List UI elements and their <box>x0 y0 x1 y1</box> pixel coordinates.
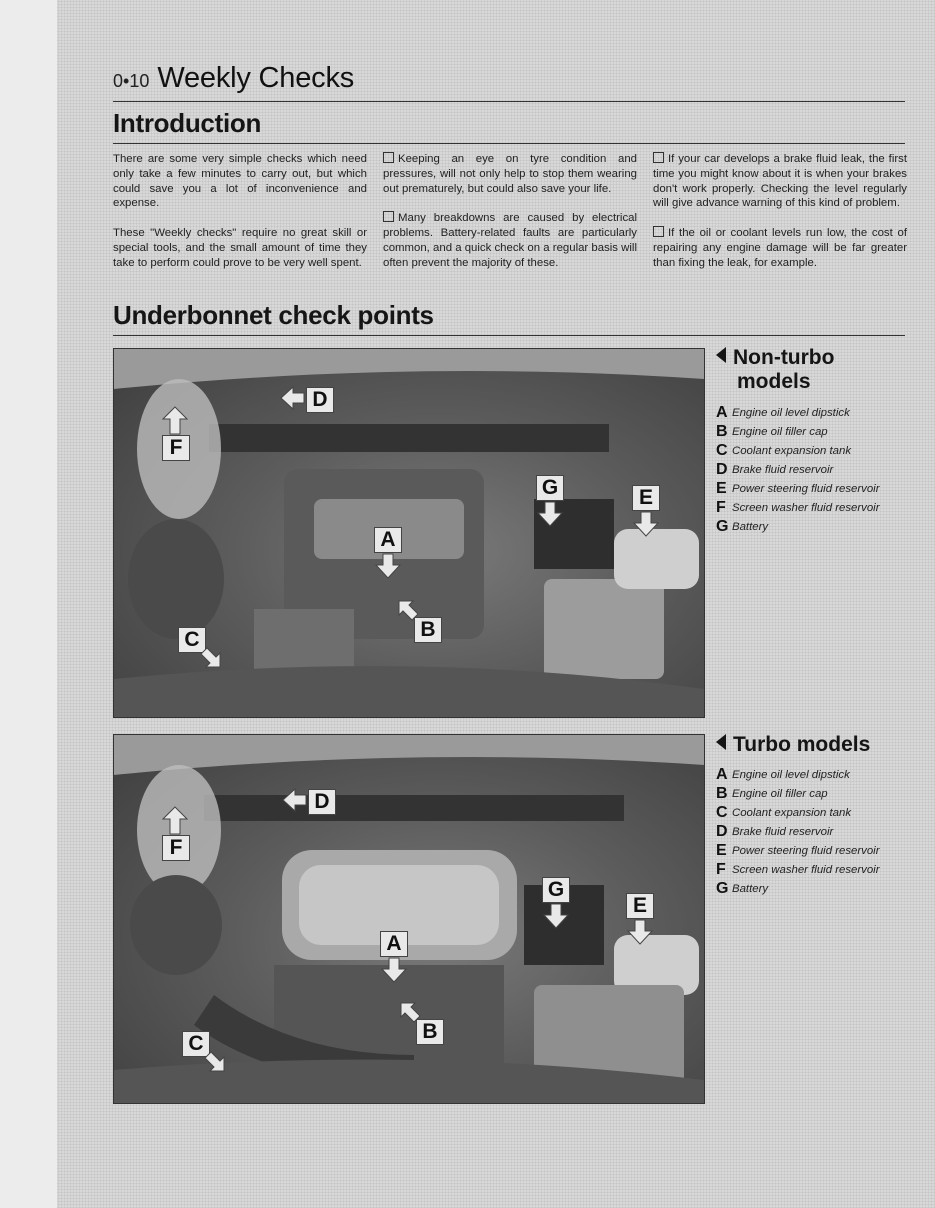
callout-marker-c: C <box>182 1031 210 1057</box>
legend-item: D Brake fluid reservoir <box>716 822 834 840</box>
arrow-down-right-icon <box>200 647 222 669</box>
non-turbo-title: Non-turbo models <box>716 346 834 394</box>
legend-item: F Screen washer fluid reservoir <box>716 860 880 878</box>
legend-item: G Battery <box>716 879 769 897</box>
legend-item: B Engine oil filler cap <box>716 422 828 440</box>
arrow-down-icon <box>633 511 659 537</box>
callout-marker-f: F <box>162 435 190 461</box>
checkbox-icon <box>383 152 394 163</box>
introduction-heading: Introduction <box>113 108 262 138</box>
arrow-down-right-icon <box>204 1051 226 1073</box>
arrow-up-icon <box>162 405 188 435</box>
arrow-down-icon <box>543 903 569 929</box>
checkbox-icon <box>653 226 664 237</box>
legend-item: E Power steering fluid reservoir <box>716 841 880 859</box>
arrow-down-icon <box>537 501 563 527</box>
underbonnet-heading: Underbonnet check points <box>113 300 434 330</box>
pointer-left-icon <box>716 347 726 363</box>
legend-item: E Power steering fluid reservoir <box>716 479 880 497</box>
intro-paragraph: If the oil or coolant levels run low, the cost of repairing any engine damage will be far greater than fixing the leak, for example. <box>653 227 907 269</box>
callout-marker-d: D <box>306 387 334 413</box>
arrow-down-icon <box>381 957 407 983</box>
arrow-left-icon <box>281 787 307 813</box>
checkbox-icon <box>383 211 394 222</box>
callout-marker-c: C <box>178 627 206 653</box>
legend-item: G Battery <box>716 517 769 535</box>
intro-column-1 <box>113 152 367 286</box>
callout-marker-a: A <box>374 527 402 553</box>
intro-column-2 <box>383 152 637 286</box>
legend-item: C Coolant expansion tank <box>716 441 852 459</box>
legend-item: F Screen washer fluid reservoir <box>716 498 880 516</box>
arrow-up-left-icon <box>397 599 419 621</box>
arrow-down-icon <box>375 553 401 579</box>
intro-column-3 <box>653 152 907 286</box>
header-rule <box>113 101 905 102</box>
callout-marker-a: A <box>380 931 408 957</box>
introduction-rule <box>113 143 905 144</box>
callout-marker-e: E <box>626 893 654 919</box>
arrow-up-left-icon <box>399 1001 421 1023</box>
legend-item: D Brake fluid reservoir <box>716 460 834 478</box>
engine-bay-photo-non-turbo <box>113 348 705 718</box>
callout-marker-b: B <box>416 1019 444 1045</box>
pointer-left-icon <box>716 734 726 750</box>
legend-item: A Engine oil level dipstick <box>716 403 850 421</box>
callout-marker-g: G <box>542 877 570 903</box>
legend-item: A Engine oil level dipstick <box>716 765 850 783</box>
turbo-title: Turbo models <box>716 733 870 757</box>
intro-paragraph: Many breakdowns are caused by electrical problems. Battery-related faults are particularly common, and a quick check on a regular basis will often prevent the majority of these. <box>383 212 637 269</box>
callout-marker-b: B <box>414 617 442 643</box>
arrow-down-icon <box>627 919 653 945</box>
legend-item: B Engine oil filler cap <box>716 784 828 802</box>
callout-marker-e: E <box>632 485 660 511</box>
callout-marker-g: G <box>536 475 564 501</box>
arrow-up-icon <box>162 805 188 835</box>
callout-marker-d: D <box>308 789 336 815</box>
legend-item: C Coolant expansion tank <box>716 803 852 821</box>
callout-marker-f: F <box>162 835 190 861</box>
intro-paragraph: If your car develops a brake fluid leak, the first time you might know about it is when your brakes don't work properly. Checking the level regularly will give advance warning of this kind of problem. <box>653 153 907 210</box>
engine-bay-photo-turbo <box>113 734 705 1104</box>
page-title: Weekly Checks <box>157 62 355 94</box>
intro-paragraph: Keeping an eye on tyre condition and pressures, will not only help to stop them wearing out prematurely, but could also save your life. <box>383 153 637 195</box>
arrow-left-icon <box>279 385 305 411</box>
non-turbo-legend <box>716 403 880 536</box>
page-number: 0•10 <box>113 71 150 91</box>
page-header <box>113 62 354 95</box>
underbonnet-rule <box>113 335 905 336</box>
intro-paragraph: There are some very simple checks which need only take a few minutes to carry out, but which could save you a lot of inconvenience and expense. <box>113 153 367 210</box>
turbo-legend <box>716 765 880 898</box>
checkbox-icon <box>653 152 664 163</box>
intro-paragraph: These "Weekly checks" require no great skill or special tools, and the small amount of time they take to perform could prove to be very well spent. <box>113 227 367 269</box>
